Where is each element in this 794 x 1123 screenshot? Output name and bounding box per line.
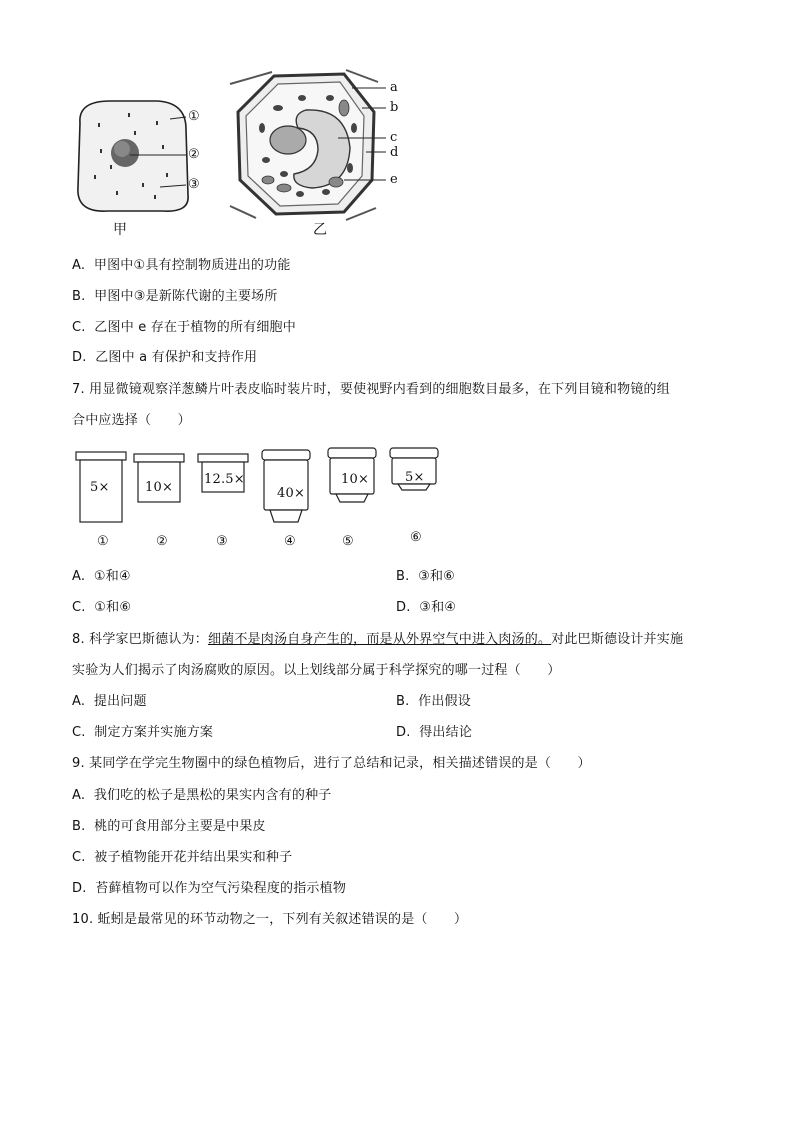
animal-marker-3: ③: [188, 177, 200, 192]
lens-1-number: ①: [97, 534, 109, 549]
q6-option-a: [72, 258, 291, 274]
lens-diagram: [70, 446, 450, 526]
option-letter: C.: [72, 320, 86, 335]
option-letter: A.: [72, 788, 86, 803]
q7-stem-line1: 7. 用显微镜观察洋葱鳞片叶表皮临时装片时，要使视野内看到的细胞数目最多，在下列目镜和物镜的组: [72, 382, 670, 397]
lens-6-number: ⑥: [410, 530, 422, 545]
lens-1-mag: 5×: [90, 480, 110, 495]
q9-option-d: [72, 881, 346, 897]
lens-2-mag: 10×: [145, 480, 174, 495]
animal-marker-2: ②: [188, 147, 200, 162]
q7-option-b: [396, 569, 455, 585]
q10-stem: 10. 蚯蚓是最常见的环节动物之一，下列有关叙述错误的是（ ）: [72, 912, 468, 927]
lens-4-mag: 40×: [277, 486, 306, 501]
plant-cell-figure: [226, 68, 386, 224]
q6-option-d: [72, 350, 257, 366]
q7-stem-line2: 合中应选择（ ）: [72, 413, 191, 428]
q8-option-d: [396, 725, 472, 741]
lens-5-number: ⑤: [342, 534, 354, 549]
option-text: 提出问题: [93, 694, 147, 709]
option-text: ①和⑥: [94, 600, 132, 615]
q8-option-c: [72, 725, 213, 741]
q8-suffix: 对此巴斯德设计并实施: [551, 632, 684, 647]
option-letter: C.: [72, 850, 86, 865]
option-letter: A.: [72, 569, 86, 584]
q8-underlined-statement: 细菌不是肉汤自身产生的，而是从外界空气中进入肉汤的。: [207, 632, 552, 647]
lens-2-number: ②: [156, 534, 168, 549]
option-text: 我们吃的松子是黑松的果实内含有的种子: [93, 788, 332, 803]
option-text: ③和⑥: [418, 569, 456, 584]
lens-figure: [70, 446, 450, 550]
q9-option-b: [72, 819, 266, 835]
option-text: 作出假设: [418, 694, 471, 709]
option-letter: D.: [72, 350, 87, 365]
plant-marker-b: b: [390, 100, 399, 115]
option-letter: C.: [72, 600, 86, 615]
option-text: 制定方案并实施方案: [94, 725, 214, 740]
plant-cell-caption: 乙: [313, 222, 328, 238]
lens-6-mag: 5×: [405, 470, 425, 485]
option-letter: B.: [72, 289, 86, 304]
plant-marker-d: d: [390, 145, 399, 160]
q6-option-b: [72, 289, 278, 305]
plant-cell-diagram: [226, 68, 386, 224]
option-text: 苔藓植物可以作为空气污染程度的指示植物: [95, 881, 347, 896]
q8-stem-line2: 实验为人们揭示了肉汤腐败的原因。以上划线部分属于科学探究的哪一过程（ ）: [72, 663, 561, 678]
plant-marker-c: c: [390, 130, 398, 145]
option-text: 甲图中①具有控制物质进出的功能: [93, 258, 291, 273]
plant-marker-a: a: [390, 80, 398, 95]
option-letter: D.: [396, 600, 411, 615]
option-letter: A.: [72, 694, 86, 709]
option-letter: D.: [72, 881, 87, 896]
option-letter: A.: [72, 258, 86, 273]
option-text: 得出结论: [419, 725, 473, 740]
plant-marker-e: e: [390, 172, 398, 187]
option-letter: C.: [72, 725, 86, 740]
option-letter: B.: [72, 819, 86, 834]
q8-prefix: 8. 科学家巴斯德认为：: [72, 632, 208, 647]
option-letter: B.: [396, 694, 410, 709]
q8-stem-line1: [72, 632, 683, 648]
lens-4-number: ④: [284, 534, 296, 549]
lens-3-number: ③: [216, 534, 228, 549]
option-letter: D.: [396, 725, 411, 740]
option-text: 乙图中 e 存在于植物的所有细胞中: [94, 320, 296, 335]
q8-option-a: [72, 694, 147, 710]
option-text: 乙图中 a 有保护和支持作用: [95, 350, 258, 365]
lens-3-mag: 12.5×: [204, 472, 245, 487]
q9-option-a: [72, 788, 331, 804]
q9-option-c: [72, 850, 292, 866]
q7-option-a: [72, 569, 131, 585]
q7-option-c: [72, 600, 131, 616]
q6-option-c: [72, 320, 296, 336]
option-text: ①和④: [93, 569, 131, 584]
animal-cell-caption: 甲: [113, 222, 128, 238]
option-text: 桃的可食用部分主要是中果皮: [94, 819, 266, 834]
option-letter: B.: [396, 569, 410, 584]
lens-5-mag: 10×: [341, 472, 370, 487]
option-text: 甲图中③是新陈代谢的主要场所: [94, 289, 278, 304]
option-text: 被子植物能开花并结出果实和种子: [94, 850, 293, 865]
animal-marker-1: ①: [188, 109, 200, 124]
q7-option-d: [396, 600, 456, 616]
q9-stem: 9. 某同学在学完生物圈中的绿色植物后，进行了总结和记录，相关描述错误的是（ ）: [72, 756, 591, 771]
option-text: ③和④: [419, 600, 457, 615]
q8-option-b: [396, 694, 471, 710]
